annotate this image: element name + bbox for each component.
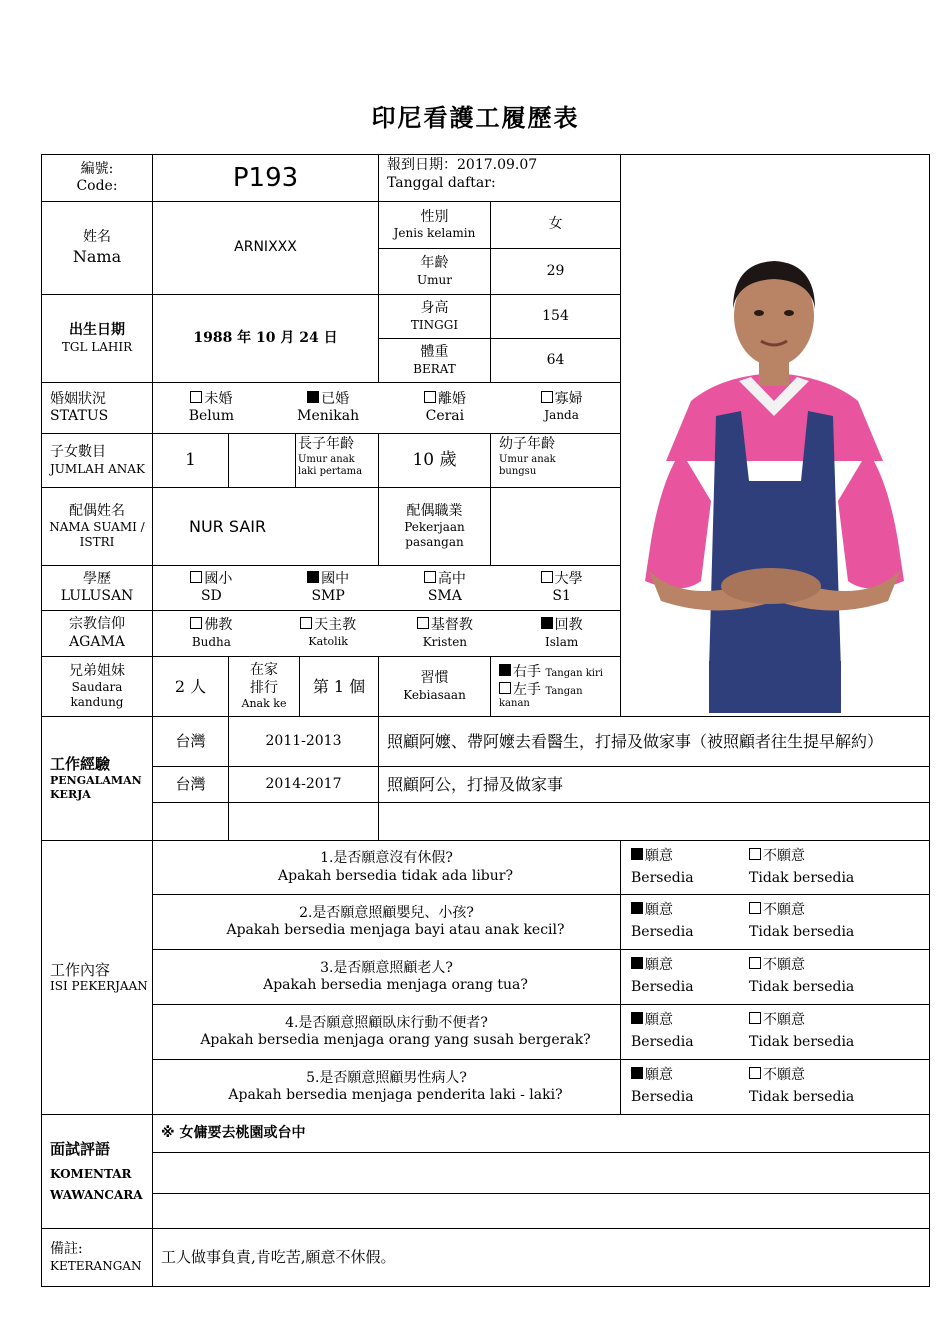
spouse-job-label: 配偶職業 Pekerjaan pasangan	[379, 488, 491, 566]
checkbox-checked-icon	[631, 902, 643, 914]
religion-option-kristen[interactable]: 基督教 Kristen	[387, 617, 504, 650]
interview-line	[153, 1194, 930, 1229]
checkbox-icon	[417, 617, 429, 629]
children-label: 子女數目 JUMLAH ANAK	[42, 434, 153, 488]
code-value: P193	[153, 155, 379, 202]
checkbox-icon	[541, 391, 553, 403]
children-count: 1	[153, 434, 229, 488]
spouse-label: 配偶姓名 NAMA SUAMI / ISTRI	[42, 488, 153, 566]
worker-portrait-icon	[621, 201, 928, 713]
job-label: 工作內容 ISI PEKERJAAN	[42, 841, 153, 1115]
habit-option-right[interactable]: 右手 Tangan kiri	[499, 664, 620, 682]
job-answer[interactable]: 願意 Bersedia 不願意 Tidak bersedia	[621, 950, 930, 1005]
age-value: 29	[491, 249, 621, 295]
eldest-age-text: 長子年齡	[298, 436, 354, 452]
religion-option-katolik[interactable]: 天主教 Katolik	[270, 617, 387, 650]
job-question: 3.是否願意照顧老人? Apakah bersedia menjaga orang tua?	[153, 950, 621, 1005]
status-label: 婚姻狀況 STATUS	[42, 383, 153, 434]
job-answer[interactable]: 願意 Bersedia 不願意 Tidak bersedia	[621, 841, 930, 895]
habit-label: 習慣 Kebiasaan	[379, 657, 491, 717]
height-label: 身高 TINGGI	[379, 295, 491, 339]
job-answer[interactable]: 願意 Bersedia 不願意 Tidak bersedia	[621, 1005, 930, 1060]
spouse-name: NUR SAIR	[153, 488, 379, 566]
siblings-rank: 在家 排行 Anak ke 第 1 個	[229, 657, 379, 717]
experience-label: 工作經驗 PENGALAMAN KERJA	[42, 717, 153, 841]
checkbox-checked-icon	[307, 391, 319, 403]
job-answer[interactable]: 願意 Bersedia 不願意 Tidak bersedia	[621, 895, 930, 950]
education-options	[153, 566, 621, 611]
checkbox-icon	[424, 391, 436, 403]
experience-desc: 照顧阿公，打掃及做家事	[379, 767, 930, 803]
eldest-age-text: Umur anak	[298, 453, 355, 465]
notes-value: 工人做事負責,肯吃苦,願意不休假。	[153, 1229, 930, 1287]
job-question: 5.是否願意照顧男性病人? Apakah bersedia menjaga penderita laki - laki?	[153, 1060, 621, 1115]
checkbox-icon	[749, 1067, 761, 1079]
experience-desc: 照顧阿嬤、帶阿嬤去看醫生，打掃及做家事（被照顧者往生提早解約）	[379, 717, 930, 767]
interview-label: 面試評語 KOMENTAR WAWANCARA	[42, 1115, 153, 1229]
education-option-smp[interactable]: 國中 SMP	[270, 571, 387, 606]
experience-years: 2011-2013	[229, 717, 379, 767]
name-value: ARNIXXX	[153, 202, 379, 295]
checkbox-icon	[749, 902, 761, 914]
checkbox-icon	[190, 391, 202, 403]
job-question: 1.是否願意沒有休假? Apakah bersedia tidak ada libur?	[153, 841, 621, 895]
weight-value: 64	[491, 339, 621, 383]
youngest-age-label: 幼子年齡 Umur anak bungsu	[491, 434, 621, 488]
checkbox-checked-icon	[631, 1067, 643, 1079]
checkbox-checked-icon	[499, 664, 511, 676]
status-option-divorced[interactable]: 離婚 Cerai	[425, 390, 466, 424]
religion-option-budha[interactable]: 佛教 Budha	[191, 617, 233, 649]
status-option-widow[interactable]: 寡婦 Janda	[503, 391, 620, 426]
weight-label: 體重 BERAT	[379, 339, 491, 383]
experience-years-empty	[229, 803, 379, 841]
education-option-sma[interactable]: 高中 SMA	[387, 571, 504, 606]
worker-photo	[621, 201, 928, 713]
checkbox-icon	[749, 957, 761, 969]
checkbox-icon	[424, 571, 436, 583]
job-question: 2.是否願意照顧嬰兒、小孩? Apakah bersedia menjaga bayi atau anak kecil?	[153, 895, 621, 950]
siblings-value: 2 人	[153, 657, 229, 717]
gender-value: 女	[491, 202, 621, 249]
checkbox-icon	[190, 571, 202, 583]
name-label: 姓名 Nama	[42, 202, 153, 295]
habit-option-left[interactable]: 左手 Tangan	[499, 682, 620, 700]
education-label: 學歷 LULUSAN	[42, 566, 153, 611]
status-options	[153, 383, 621, 434]
birth-value: 1988 年 10 月 24 日	[153, 295, 379, 383]
height-value: 154	[491, 295, 621, 339]
checkbox-checked-icon	[541, 617, 553, 629]
status-option-single[interactable]: 未婚 Belum	[188, 390, 235, 424]
age-label: 年齡 Umur	[379, 249, 491, 295]
checkbox-checked-icon	[307, 571, 319, 583]
job-answer[interactable]: 願意 Bersedia 不願意 Tidak bersedia	[621, 1060, 930, 1115]
education-option-sd[interactable]: 國小 SD	[153, 571, 270, 606]
habit-options: 右手 Tangan kiri 左手 Tangan kanan	[491, 657, 621, 717]
experience-desc-empty	[379, 803, 930, 841]
eldest-age-label	[229, 434, 379, 488]
eldest-age-value: 10 歲	[379, 434, 491, 488]
checkbox-icon	[190, 617, 202, 629]
checkbox-icon	[749, 848, 761, 860]
code-label: 編號: Code:	[42, 155, 153, 202]
religion-label: 宗教信仰 AGAMA	[42, 611, 153, 657]
job-question: 4.是否願意照顧臥床行動不便者? Apakah bersedia menjaga orang yang susah bergerak?	[153, 1005, 621, 1060]
experience-years: 2014-2017	[229, 767, 379, 803]
birth-label: 出生日期 TGL LAHIR	[42, 295, 153, 383]
notes-label: 備註: KETERANGAN	[42, 1229, 153, 1287]
interview-line	[153, 1153, 930, 1194]
interview-comment: ※ 女傭要去桃園或台中	[153, 1115, 930, 1153]
register-date: 報到日期：2017.09.07 Tanggal daftar:	[379, 155, 621, 202]
checkbox-icon	[749, 1012, 761, 1024]
spouse-job-value	[491, 488, 621, 566]
gender-label: 性別 Jenis kelamin	[379, 202, 491, 249]
siblings-label: 兄弟姐妹 Saudara kandung	[42, 657, 153, 717]
checkbox-icon	[499, 682, 511, 694]
checkbox-checked-icon	[631, 1012, 643, 1024]
checkbox-checked-icon	[631, 957, 643, 969]
checkbox-checked-icon	[631, 848, 643, 860]
eldest-age-text: laki pertama	[298, 466, 363, 477]
status-option-married[interactable]: 已婚 Menikah	[297, 390, 360, 424]
checkbox-icon	[300, 617, 312, 629]
religion-options	[153, 611, 621, 657]
experience-place: 台灣	[153, 767, 229, 803]
experience-place-empty	[153, 803, 229, 841]
page-title: 印尼看護工履歷表	[371, 103, 580, 132]
experience-place: 台灣	[153, 717, 229, 767]
education-option-s1[interactable]: 大學 S1	[503, 571, 620, 606]
checkbox-icon	[541, 571, 553, 583]
religion-option-islam[interactable]: 回教 Islam	[503, 617, 620, 650]
